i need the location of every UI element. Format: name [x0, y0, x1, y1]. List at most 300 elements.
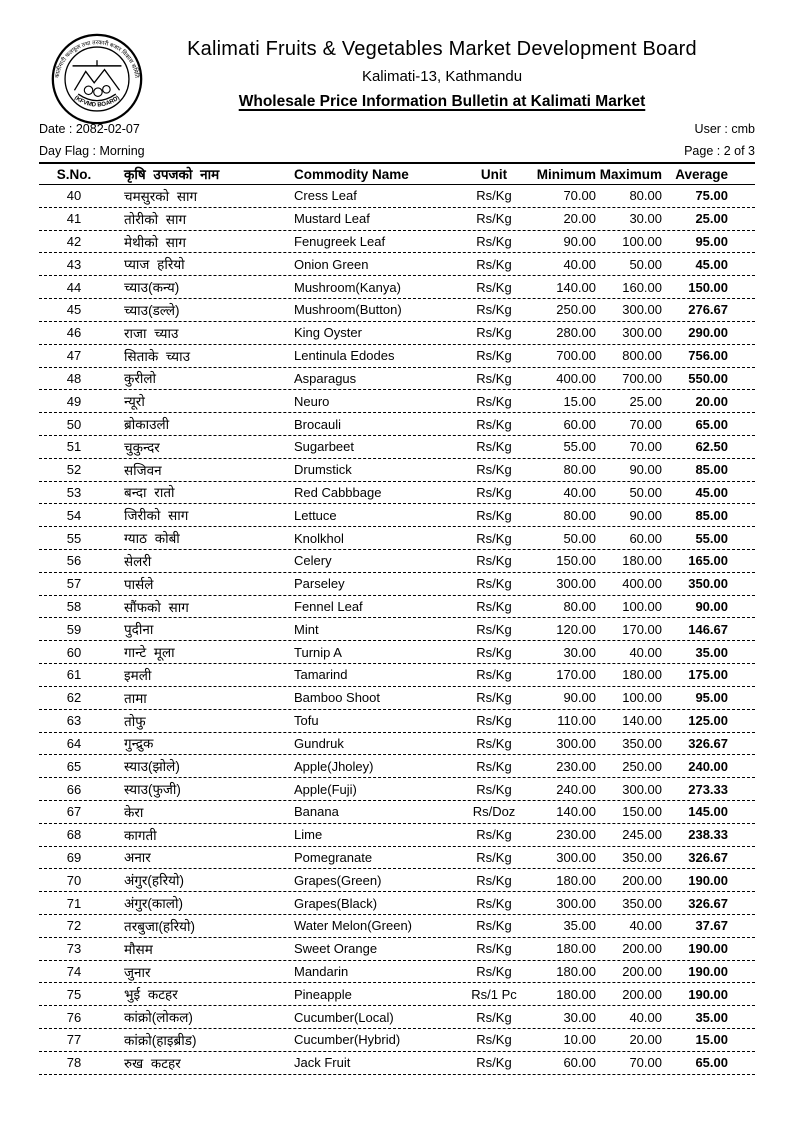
cell-unit: Rs/Kg	[476, 553, 512, 569]
cell-minimum: 140.00	[556, 804, 596, 820]
cell-unit: Rs/Kg	[476, 348, 512, 364]
cell-minimum: 140.00	[556, 279, 596, 295]
cell-commodity-name: Lime	[294, 827, 323, 843]
day-flag-value: Morning	[99, 144, 145, 158]
cell-average: 326.67	[688, 849, 728, 865]
cell-minimum: 240.00	[556, 781, 596, 797]
cell-sno: 66	[66, 781, 82, 797]
cell-sno: 65	[66, 758, 82, 774]
cell-unit: Rs/Kg	[476, 690, 512, 706]
cell-commodity-name: Sugarbeet	[294, 439, 354, 455]
bulletin-title: Wholesale Price Information Bulletin at Kalimati Market	[238, 93, 646, 110]
table-row	[39, 641, 755, 664]
cell-nepali-name: सजिवन	[124, 462, 162, 478]
cell-commodity-name: Grapes(Green)	[294, 872, 382, 888]
cell-nepali-name: अंगुर(कालो)	[124, 896, 183, 912]
cell-commodity-name: Cucumber(Local)	[294, 1009, 394, 1025]
cell-minimum: 80.00	[563, 462, 596, 478]
cell-sno: 63	[66, 713, 82, 729]
seal-bottom-text: (KFVMD BOARD)	[73, 95, 121, 109]
table-row	[39, 459, 755, 482]
cell-sno: 47	[66, 348, 82, 364]
cell-nepali-name: अंगुर(हरियो)	[124, 873, 184, 889]
cell-average: 276.67	[688, 302, 728, 318]
cell-unit: Rs/Kg	[476, 325, 512, 341]
table-row	[39, 573, 755, 596]
cell-average: 35.00	[695, 644, 728, 660]
cell-unit: Rs/Kg	[476, 599, 512, 615]
col-header-unit: Unit	[480, 166, 508, 182]
cell-commodity-name: Tofu	[294, 713, 319, 729]
cell-unit: Rs/Kg	[476, 439, 512, 455]
cell-minimum: 50.00	[563, 530, 596, 546]
cell-sno: 53	[66, 484, 82, 500]
cell-commodity-name: Fenugreek Leaf	[294, 234, 386, 250]
cell-unit: Rs/Kg	[476, 1055, 512, 1071]
cell-average: 125.00	[688, 713, 728, 729]
cell-minimum: 90.00	[563, 690, 596, 706]
cell-nepali-name: गान्टे मूला	[124, 645, 175, 661]
cell-maximum: 350.00	[622, 735, 662, 751]
cell-sno: 75	[66, 986, 82, 1002]
cell-sno: 56	[66, 553, 82, 569]
cell-sno: 71	[66, 895, 82, 911]
cell-unit: Rs/Kg	[476, 895, 512, 911]
cell-unit: Rs/Kg	[476, 576, 512, 592]
cell-maximum: 350.00	[622, 895, 662, 911]
table-row	[39, 869, 755, 892]
day-flag-field	[39, 144, 145, 158]
cell-maximum: 20.00	[629, 1032, 662, 1048]
cell-sno: 52	[66, 462, 82, 478]
table-row	[39, 436, 755, 459]
cell-average: 146.67	[688, 621, 728, 637]
cell-maximum: 140.00	[622, 713, 662, 729]
cell-nepali-name: भुई कटहर	[124, 987, 178, 1003]
seal-top-text: कालीमाटी फलफूल तथा तरकारी बजार विकास समिति	[54, 40, 140, 79]
cell-maximum: 200.00	[622, 986, 662, 1002]
cell-maximum: 150.00	[622, 804, 662, 820]
cell-minimum: 55.00	[563, 439, 596, 455]
cell-sno: 45	[66, 302, 82, 318]
cell-commodity-name: Cucumber(Hybrid)	[294, 1032, 401, 1048]
cell-commodity-name: Cress Leaf	[294, 188, 357, 204]
cell-commodity-name: Celery	[294, 553, 332, 569]
cell-minimum: 700.00	[556, 348, 596, 364]
cell-maximum: 60.00	[629, 530, 662, 546]
cell-sno: 42	[66, 234, 82, 250]
cell-maximum: 40.00	[629, 1009, 662, 1025]
cell-unit: Rs/Kg	[476, 302, 512, 318]
cell-sno: 44	[66, 279, 82, 295]
cell-average: 45.00	[695, 256, 728, 272]
cell-average: 95.00	[695, 234, 728, 250]
cell-unit: Rs/Kg	[476, 621, 512, 637]
cell-unit: Rs/Kg	[476, 735, 512, 751]
cell-nepali-name: सौंफको साग	[124, 599, 189, 615]
cell-unit: Rs/Kg	[476, 941, 512, 957]
date-label: Date :	[39, 122, 73, 136]
cell-commodity-name: Mint	[294, 621, 319, 637]
cell-nepali-name: गुन्द्रुक	[124, 736, 154, 752]
cell-maximum: 90.00	[629, 507, 662, 523]
table-row	[39, 1006, 755, 1029]
cell-minimum: 250.00	[556, 302, 596, 318]
table-row	[39, 390, 755, 413]
cell-nepali-name: बन्दा रातो	[124, 485, 175, 501]
cell-minimum: 180.00	[556, 872, 596, 888]
cell-sno: 60	[66, 644, 82, 660]
cell-maximum: 25.00	[629, 393, 662, 409]
cell-commodity-name: Drumstick	[294, 462, 352, 478]
cell-average: 95.00	[695, 690, 728, 706]
cell-average: 150.00	[688, 279, 728, 295]
cell-unit: Rs/Kg	[476, 918, 512, 934]
cell-minimum: 60.00	[563, 1055, 596, 1071]
cell-maximum: 200.00	[622, 964, 662, 980]
cell-unit: Rs/Kg	[476, 849, 512, 865]
cell-nepali-name: पुदीना	[124, 622, 154, 638]
cell-minimum: 230.00	[556, 827, 596, 843]
table-row	[39, 253, 755, 276]
table-row	[39, 527, 755, 550]
table-row	[39, 710, 755, 733]
table-header-row	[39, 162, 755, 185]
cell-commodity-name: King Oyster	[294, 325, 362, 341]
cell-commodity-name: Banana	[294, 804, 339, 820]
cell-unit: Rs/Kg	[476, 393, 512, 409]
cell-average: 37.67	[695, 918, 728, 934]
cell-maximum: 180.00	[622, 667, 662, 683]
cell-average: 240.00	[688, 758, 728, 774]
cell-average: 326.67	[688, 735, 728, 751]
cell-average: 145.00	[688, 804, 728, 820]
cell-unit: Rs/Kg	[476, 234, 512, 250]
cell-commodity-name: Mustard Leaf	[294, 211, 370, 227]
cell-nepali-name: केरा	[124, 804, 144, 820]
cell-maximum: 70.00	[629, 416, 662, 432]
cell-unit: Rs/Kg	[476, 1032, 512, 1048]
cell-nepali-name: चमसुरको साग	[124, 188, 198, 204]
cell-nepali-name: अनार	[124, 850, 151, 866]
page-field	[684, 144, 755, 158]
cell-minimum: 120.00	[556, 621, 596, 637]
cell-average: 190.00	[688, 964, 728, 980]
cell-sno: 55	[66, 530, 82, 546]
cell-commodity-name: Neuro	[294, 393, 330, 409]
cell-unit: Rs/Kg	[476, 416, 512, 432]
cell-nepali-name: रुख कटहर	[124, 1055, 181, 1071]
cell-commodity-name: Water Melon(Green)	[294, 918, 412, 934]
cell-unit: Rs/Kg	[476, 872, 512, 888]
cell-sno: 69	[66, 849, 82, 865]
cell-maximum: 100.00	[622, 234, 662, 250]
cell-nepali-name: चुकुन्दर	[124, 439, 160, 455]
table-row	[39, 938, 755, 961]
cell-maximum: 160.00	[622, 279, 662, 295]
cell-unit: Rs/Kg	[476, 462, 512, 478]
table-row	[39, 755, 755, 778]
cell-nepali-name: तोरीको साग	[124, 211, 187, 227]
table-row	[39, 208, 755, 231]
cell-sno: 61	[66, 667, 82, 683]
cell-unit: Rs/Kg	[476, 530, 512, 546]
cell-commodity-name: Lettuce	[294, 507, 337, 523]
table-row	[39, 778, 755, 801]
cell-sno: 58	[66, 599, 82, 615]
cell-maximum: 80.00	[629, 188, 662, 204]
table-row	[39, 322, 755, 345]
cell-maximum: 700.00	[622, 370, 662, 386]
table-row	[39, 664, 755, 687]
meta-row-2	[39, 140, 755, 162]
cell-maximum: 245.00	[622, 827, 662, 843]
cell-unit: Rs/Kg	[476, 484, 512, 500]
table-row	[39, 847, 755, 870]
cell-sno: 41	[66, 211, 82, 227]
cell-sno: 49	[66, 393, 82, 409]
cell-maximum: 100.00	[622, 690, 662, 706]
cell-nepali-name: राजा च्याउ	[124, 325, 179, 341]
cell-maximum: 50.00	[629, 256, 662, 272]
cell-unit: Rs/Kg	[476, 781, 512, 797]
cell-maximum: 70.00	[629, 1055, 662, 1071]
cell-minimum: 30.00	[563, 644, 596, 660]
cell-sno: 72	[66, 918, 82, 934]
cell-average: 25.00	[695, 211, 728, 227]
date-value: 2082-02-07	[75, 122, 140, 136]
cell-maximum: 170.00	[622, 621, 662, 637]
page-label: Page :	[684, 144, 721, 158]
cell-commodity-name: Apple(Jholey)	[294, 758, 374, 774]
table-row	[39, 368, 755, 391]
cell-sno: 64	[66, 735, 82, 751]
cell-nepali-name: तामा	[124, 690, 147, 706]
col-header-average: Average	[675, 166, 728, 182]
cell-minimum: 110.00	[557, 713, 596, 729]
cell-minimum: 20.00	[563, 211, 596, 227]
cell-average: 326.67	[688, 895, 728, 911]
cell-minimum: 300.00	[556, 576, 596, 592]
cell-commodity-name: Fennel Leaf	[294, 599, 363, 615]
table-row	[39, 1029, 755, 1052]
cell-average: 85.00	[695, 462, 728, 478]
cell-nepali-name: सिताके च्याउ	[124, 348, 191, 364]
cell-maximum: 300.00	[622, 781, 662, 797]
cell-sno: 73	[66, 941, 82, 957]
cell-average: 75.00	[695, 188, 728, 204]
cell-nepali-name: पार्सले	[124, 576, 154, 592]
cell-sno: 40	[66, 188, 82, 204]
page-header	[0, 0, 794, 118]
cell-average: 165.00	[688, 553, 728, 569]
cell-minimum: 30.00	[563, 1009, 596, 1025]
cell-sno: 67	[66, 804, 82, 820]
table-row	[39, 185, 755, 208]
cell-sno: 59	[66, 621, 82, 637]
cell-nepali-name: प्याज हरियो	[124, 257, 185, 273]
cell-minimum: 300.00	[556, 735, 596, 751]
table-row	[39, 983, 755, 1006]
table-row	[39, 596, 755, 619]
cell-minimum: 80.00	[563, 599, 596, 615]
cell-commodity-name: Pomegranate	[294, 849, 373, 865]
cell-average: 238.33	[688, 827, 728, 843]
cell-sno: 77	[66, 1032, 82, 1048]
cell-maximum: 350.00	[622, 849, 662, 865]
cell-average: 65.00	[695, 416, 728, 432]
cell-commodity-name: Bamboo Shoot	[294, 690, 381, 706]
cell-average: 190.00	[688, 872, 728, 888]
user-value: cmb	[731, 122, 755, 136]
cell-minimum: 180.00	[556, 986, 596, 1002]
cell-commodity-name: Turnip A	[294, 644, 342, 660]
cell-maximum: 300.00	[622, 325, 662, 341]
table-row	[39, 824, 755, 847]
cell-nepali-name: च्याउ(डल्ले)	[124, 302, 180, 318]
cell-commodity-name: Brocauli	[294, 416, 341, 432]
cell-nepali-name: तरबुजा(हरियो)	[124, 918, 195, 934]
cell-sno: 43	[66, 256, 82, 272]
cell-commodity-name: Pineapple	[294, 986, 352, 1002]
cell-sno: 62	[66, 690, 82, 706]
page-value: 2 of 3	[723, 144, 755, 158]
cell-nepali-name: स्याउ(फुजी)	[124, 782, 181, 798]
cell-maximum: 100.00	[622, 599, 662, 615]
cell-nepali-name: मेथीको साग	[124, 234, 187, 250]
table-body	[39, 185, 755, 1075]
cell-minimum: 300.00	[556, 849, 596, 865]
cell-commodity-name: Gundruk	[294, 735, 344, 751]
cell-sno: 46	[66, 325, 82, 341]
cell-average: 20.00	[695, 393, 728, 409]
cell-unit: Rs/Kg	[476, 188, 512, 204]
cell-average: 550.00	[688, 370, 728, 386]
col-header-nepali: कृषि उपजको नाम	[124, 167, 220, 182]
cell-sno: 68	[66, 827, 82, 843]
cell-minimum: 150.00	[556, 553, 596, 569]
cell-nepali-name: कांक्रो(लोकल)	[124, 1010, 193, 1026]
cell-commodity-name: Mushroom(Button)	[294, 302, 402, 318]
table-row	[39, 687, 755, 710]
cell-average: 15.00	[695, 1032, 728, 1048]
cell-unit: Rs/Kg	[476, 507, 512, 523]
cell-sno: 54	[66, 507, 82, 523]
cell-unit: Rs/Kg	[476, 644, 512, 660]
cell-sno: 51	[66, 439, 82, 455]
cell-average: 62.50	[695, 439, 728, 455]
cell-commodity-name: Grapes(Black)	[294, 895, 378, 911]
cell-nepali-name: कांक्रो(हाइब्रीड)	[124, 1032, 197, 1048]
cell-nepali-name: जुनार	[124, 964, 151, 980]
cell-sno: 70	[66, 872, 82, 888]
cell-unit: Rs/Kg	[476, 964, 512, 980]
org-address: Kalimati-13, Kathmandu	[361, 68, 523, 85]
cell-unit: Rs/Kg	[476, 256, 512, 272]
cell-sno: 76	[66, 1009, 82, 1025]
col-header-commodity: Commodity Name	[294, 166, 409, 182]
cell-minimum: 230.00	[556, 758, 596, 774]
cell-nepali-name: ग्याठ कोबी	[124, 531, 180, 547]
cell-maximum: 250.00	[622, 758, 662, 774]
table-row	[39, 801, 755, 824]
cell-nepali-name: कुरीलो	[124, 371, 157, 387]
cell-maximum: 90.00	[629, 462, 662, 478]
cell-sno: 78	[66, 1055, 82, 1071]
meta-block	[39, 118, 755, 162]
cell-unit: Rs/Kg	[476, 827, 512, 843]
cell-nepali-name: न्यूरो	[124, 394, 145, 410]
user-label: User :	[694, 122, 728, 136]
table-row	[39, 345, 755, 368]
cell-average: 90.00	[695, 599, 728, 615]
cell-minimum: 180.00	[556, 941, 596, 957]
cell-commodity-name: Onion Green	[294, 256, 369, 272]
cell-average: 290.00	[688, 325, 728, 341]
col-header-minimum: Minimum	[536, 166, 596, 182]
table-row	[39, 733, 755, 756]
cell-sno: 50	[66, 416, 82, 432]
cell-sno: 48	[66, 370, 82, 386]
meta-row-1	[39, 118, 755, 140]
cell-commodity-name: Jack Fruit	[294, 1055, 351, 1071]
col-header-maximum: Maximum	[599, 166, 662, 182]
cell-sno: 57	[66, 576, 82, 592]
cell-minimum: 90.00	[563, 234, 596, 250]
cell-unit: Rs/Kg	[476, 211, 512, 227]
cell-minimum: 300.00	[556, 895, 596, 911]
table-row	[39, 299, 755, 322]
cell-minimum: 60.00	[563, 416, 596, 432]
cell-average: 756.00	[688, 348, 728, 364]
table-row	[39, 1052, 755, 1075]
cell-minimum: 15.00	[563, 393, 596, 409]
table-row	[39, 413, 755, 436]
cell-unit: Rs/Kg	[476, 1009, 512, 1025]
cell-minimum: 400.00	[556, 370, 596, 386]
cell-maximum: 200.00	[622, 872, 662, 888]
cell-maximum: 300.00	[622, 302, 662, 318]
cell-commodity-name: Tamarind	[294, 667, 348, 683]
price-table	[39, 162, 755, 1075]
cell-nepali-name: तोफु	[124, 713, 146, 729]
cell-nepali-name: जिरीको साग	[124, 508, 189, 524]
cell-minimum: 280.00	[556, 325, 596, 341]
cell-commodity-name: Asparagus	[294, 370, 357, 386]
table-row	[39, 892, 755, 915]
cell-unit: Rs/1 Pc	[471, 986, 517, 1002]
table-row	[39, 231, 755, 254]
cell-minimum: 180.00	[556, 964, 596, 980]
cell-nepali-name: च्याउ(कन्य)	[124, 280, 180, 296]
table-row	[39, 961, 755, 984]
cell-nepali-name: इमली	[124, 667, 152, 683]
cell-nepali-name: सेलरी	[124, 553, 152, 569]
cell-minimum: 170.00	[556, 667, 596, 683]
cell-average: 65.00	[695, 1055, 728, 1071]
cell-maximum: 180.00	[622, 553, 662, 569]
cell-average: 190.00	[688, 986, 728, 1002]
cell-average: 45.00	[695, 484, 728, 500]
cell-average: 273.33	[688, 781, 728, 797]
cell-minimum: 80.00	[563, 507, 596, 523]
table-row	[39, 550, 755, 573]
cell-unit: Rs/Kg	[476, 713, 512, 729]
cell-average: 85.00	[695, 507, 728, 523]
table-row	[39, 276, 755, 299]
table-row	[39, 915, 755, 938]
cell-nepali-name: ब्रोकाउली	[124, 417, 170, 433]
